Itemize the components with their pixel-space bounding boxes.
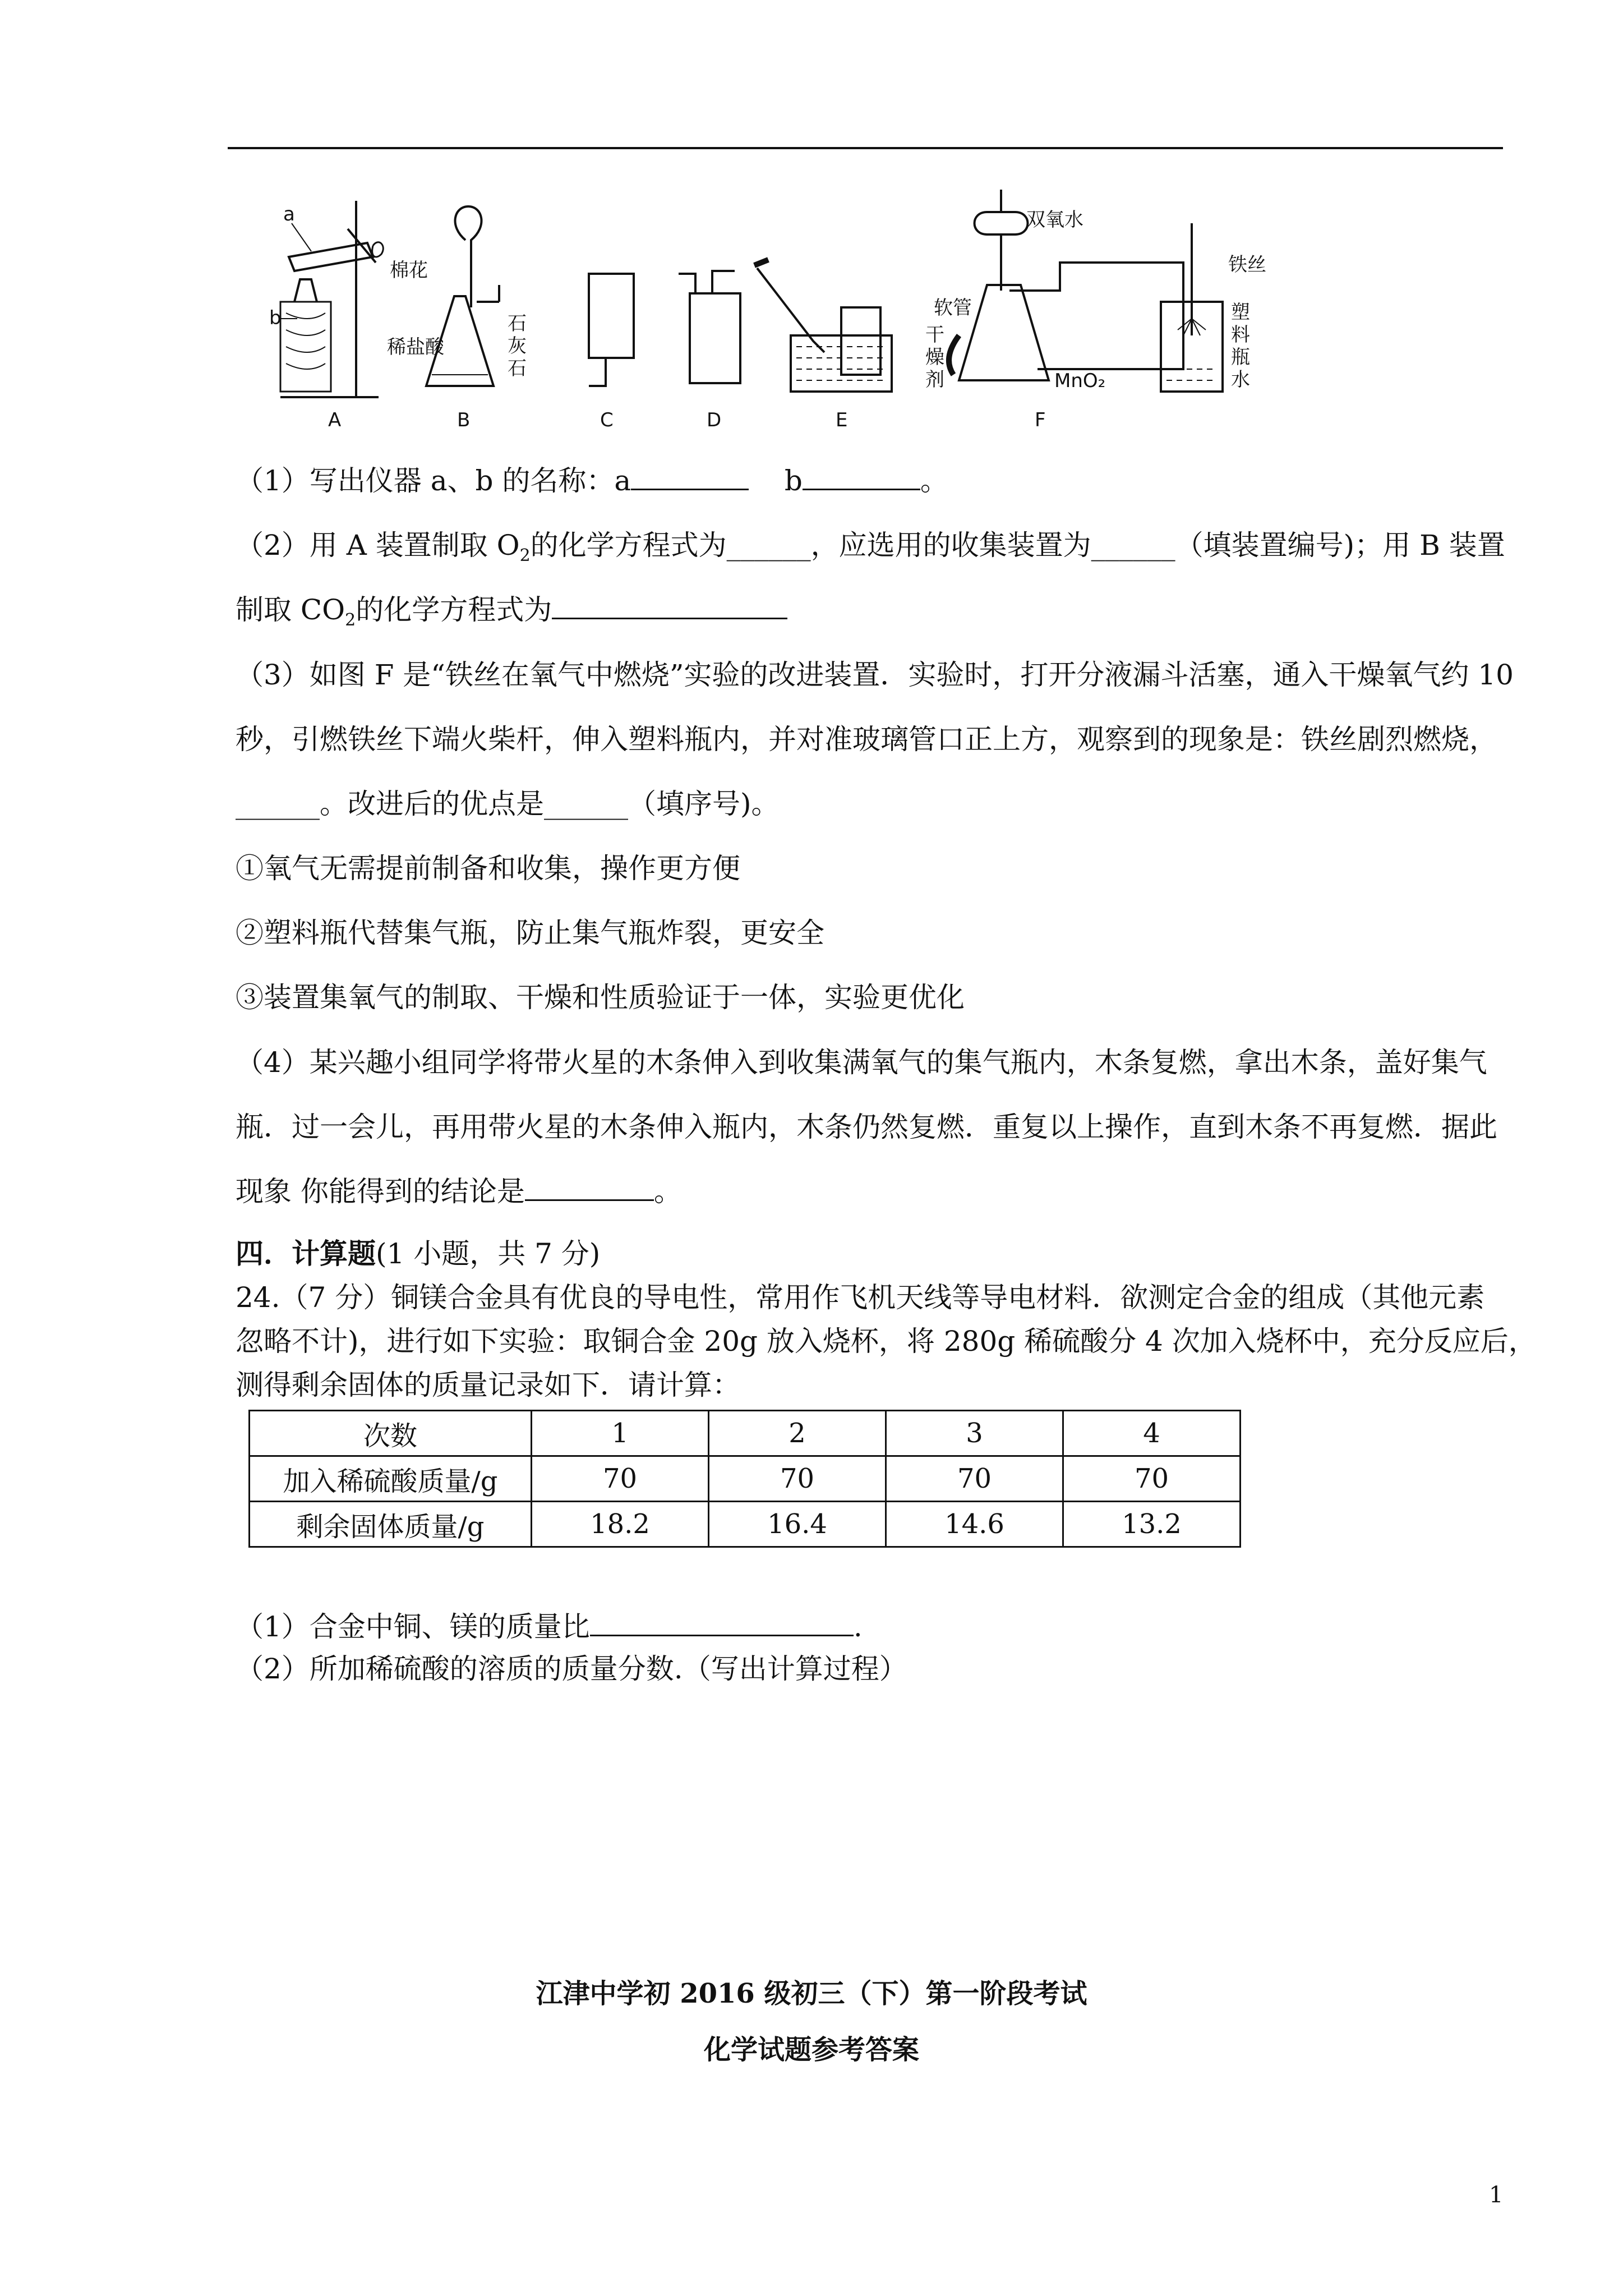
question-4-line-2: 瓶．过一会儿，再用带火星的木条伸入瓶内，木条仍然复燃．重复以上操作，直到木条不再复燃．据此 xyxy=(236,1111,1497,1143)
label-h2o2: 双氧水 xyxy=(1026,209,1083,231)
top-rule xyxy=(228,147,1503,149)
table-cell: 70 xyxy=(1063,1456,1241,1502)
caption-b: B xyxy=(457,409,471,431)
table-row xyxy=(250,1456,1241,1502)
question-24-sub-2: （2）所加稀硫酸的溶质的质量分数.（写出计算过程） xyxy=(236,1653,907,1685)
question-3-line-3: ______。改进后的优点是______（填序号)。 xyxy=(236,788,780,820)
question-2-line-2: 制取 $CO_2$的化学方程式为 xyxy=(236,590,787,640)
label-a: a xyxy=(283,203,295,226)
table-cell: 2 xyxy=(709,1411,886,1456)
answer-blank-conclusion[interactable] xyxy=(525,1176,654,1201)
table-cell: 18.2 xyxy=(532,1502,709,1547)
question-24-line-3: 测得剩余固体的质量记录如下．请计算： xyxy=(236,1369,740,1401)
caption-c: C xyxy=(600,409,614,431)
table-header-row xyxy=(250,1411,1241,1456)
table-cell: 70 xyxy=(886,1456,1063,1502)
question-4-line-1: （4）某兴趣小组同学将带火星的木条伸入到收集满氧气的集气瓶内，木条复燃，拿出木条，盖好集气 xyxy=(236,1046,1487,1079)
option-2: ②塑料瓶代替集气瓶，防止集气瓶炸裂，更安全 xyxy=(236,917,824,949)
question-1: （1）写出仪器 a、b 的名称：a b 。 xyxy=(236,464,948,497)
option-1: ①氧气无需提前制备和收集，操作更方便 xyxy=(236,852,740,885)
answer-blank-mass-ratio[interactable] xyxy=(590,1611,854,1636)
label-plastic-2: 料 xyxy=(1231,324,1250,346)
label-desiccant-3: 剂 xyxy=(925,369,944,391)
answer-blank-a[interactable] xyxy=(631,465,749,490)
label-plastic-3: 瓶 xyxy=(1231,346,1250,369)
table-cell: 加入稀硫酸质量/g xyxy=(250,1456,532,1502)
label-cotton: 棉花 xyxy=(390,259,428,282)
table-cell: 16.4 xyxy=(709,1502,886,1547)
answers-subtitle: 化学试题参考答案 xyxy=(703,2034,919,2065)
table-cell: 14.6 xyxy=(886,1502,1063,1547)
table-cell: 70 xyxy=(532,1456,709,1502)
table-cell: 3 xyxy=(886,1411,1063,1456)
question-24-line-1: 24.（7 分）铜镁合金具有优良的导电性，常用作飞机天线等导电材料．欲测定合金的组成（其他元素 xyxy=(236,1281,1485,1314)
table-row xyxy=(250,1502,1241,1547)
question-3-line-1: （3）如图 F 是“铁丝在氧气中燃烧”实验的改进装置．实验时，打开分液漏斗活塞，通入干燥氧气约 10 xyxy=(236,659,1514,691)
apparatus-figure xyxy=(264,167,1266,442)
option-3: ③装置集氧气的制取、干燥和性质验证于一体，实验更优化 xyxy=(236,981,965,1014)
caption-e: E xyxy=(836,409,848,431)
section-4-heading: 四．计算题(1 小题，共 7 分) xyxy=(236,1237,601,1270)
label-hcl: 稀盐酸 xyxy=(387,336,444,358)
answer-blank-b[interactable] xyxy=(803,465,920,490)
page-number: 1 xyxy=(1489,2182,1504,2208)
table-cell: 1 xyxy=(532,1411,709,1456)
label-water: 水 xyxy=(1231,369,1250,391)
table-cell: 13.2 xyxy=(1063,1502,1241,1547)
question-2-line-1: （2）用 A 装置制取 $O_2$的化学方程式为______，应选用的收集装置为______（填装置编号)；用 B 装置 xyxy=(236,529,1505,565)
label-iron-wire: 铁丝 xyxy=(1228,254,1266,276)
caption-d: D xyxy=(707,409,722,431)
question-3-line-2: 秒，引燃铁丝下端火柴杆，伸入塑料瓶内，并对准玻璃管口正上方，观察到的现象是：铁丝剧烈燃烧， xyxy=(236,723,1497,756)
question-24-line-2: 忽略不计)，进行如下实验：取铜合金 20g 放入烧杯，将 280g 稀硫酸分 4 次加入烧杯中，充分反应后， xyxy=(236,1325,1537,1358)
caption-a: A xyxy=(328,409,342,431)
question-24-sub-1: （1）合金中铜、镁的质量比 . xyxy=(236,1611,863,1643)
caption-f: F xyxy=(1035,409,1046,431)
table-cell: 70 xyxy=(709,1456,886,1502)
label-b: b xyxy=(269,307,282,329)
answer-blank-co2-equation[interactable] xyxy=(552,594,787,619)
label-limestone-2: 灰 xyxy=(508,335,527,357)
table-cell: 剩余固体质量/g xyxy=(250,1502,532,1547)
label-tube: 软管 xyxy=(934,297,972,319)
label-limestone-1: 石 xyxy=(508,312,527,335)
label-limestone-3: 石 xyxy=(508,357,527,380)
table-cell: 次数 xyxy=(250,1411,532,1456)
label-plastic-1: 塑 xyxy=(1231,301,1250,324)
results-table xyxy=(248,1410,1241,1548)
table-cell: 4 xyxy=(1063,1411,1241,1456)
label-mno2: MnO₂ xyxy=(1054,370,1106,392)
question-4-line-3: 现象 你能得到的结论是 。 xyxy=(236,1175,682,1208)
label-desiccant-2: 燥 xyxy=(925,346,944,369)
label-desiccant-1: 干 xyxy=(925,324,944,346)
answers-title: 江津中学初 2016 级初三（下）第一阶段考试 xyxy=(536,1978,1087,2009)
